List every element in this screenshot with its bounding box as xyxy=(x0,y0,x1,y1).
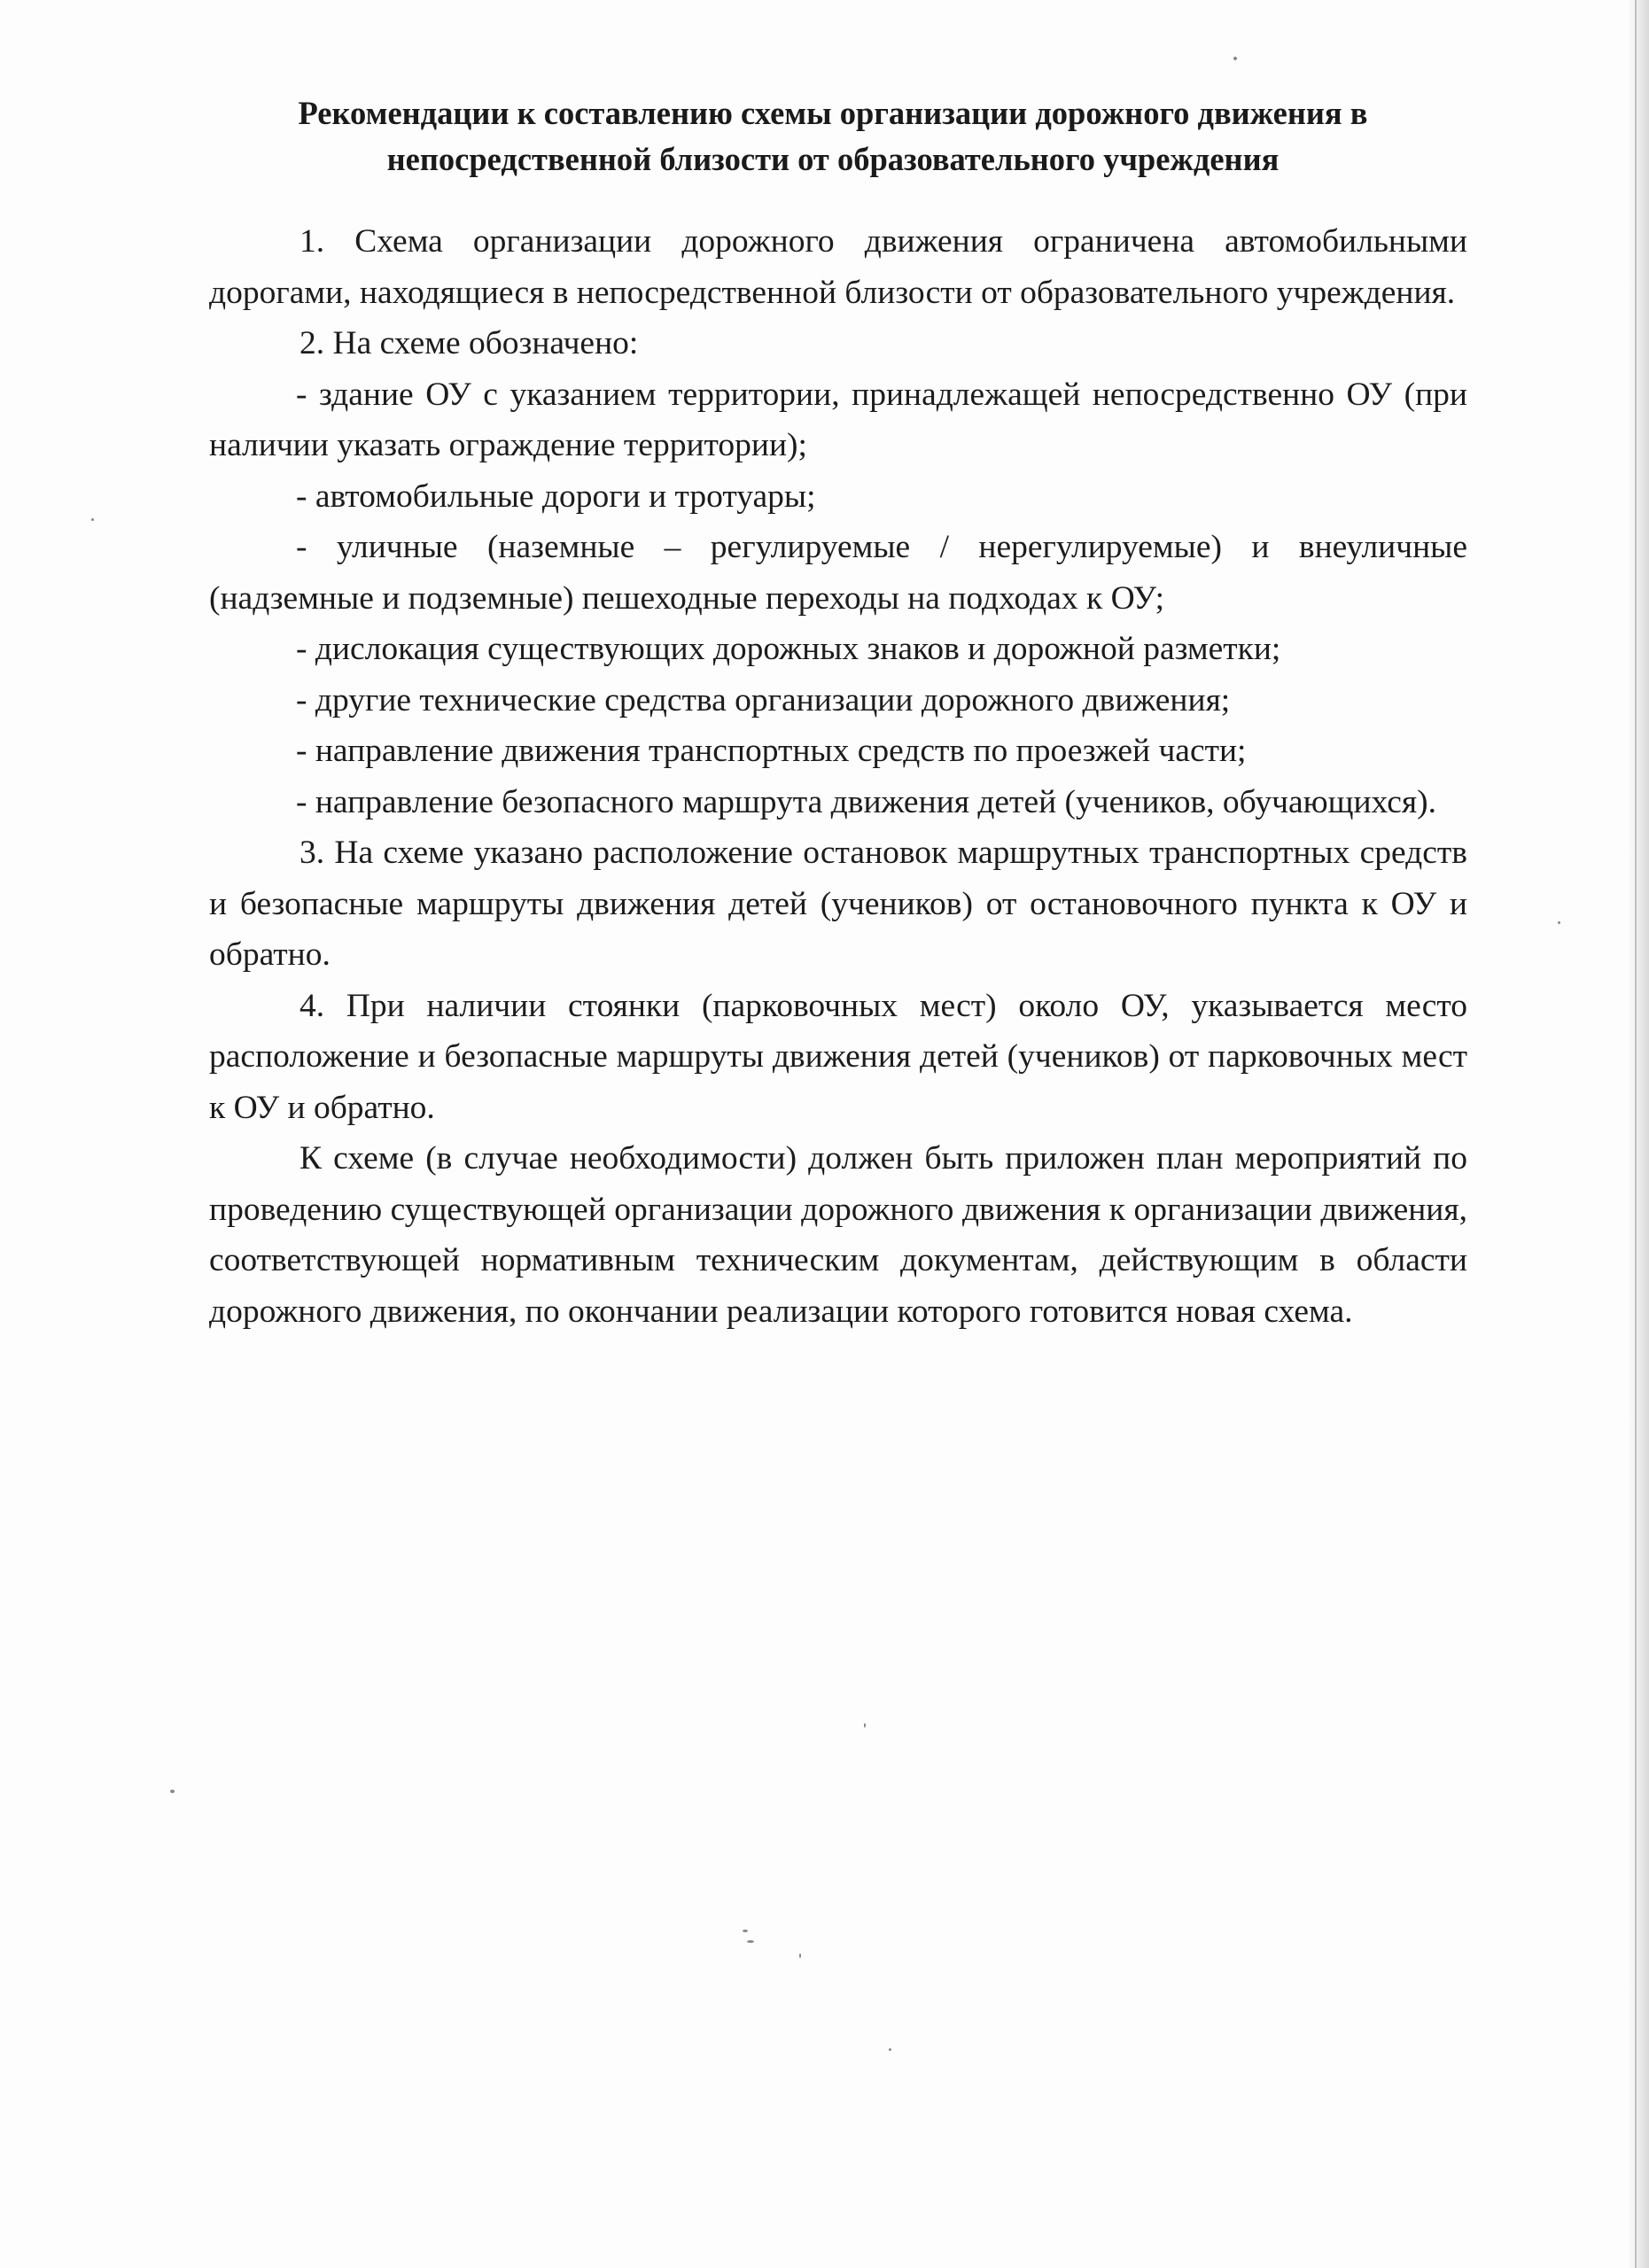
paragraph-item-3: 3. На схеме указано расположение остановок маршрутных транспортных средств и безопасные маршруты движения детей (учеников) от остановочного пункта к ОУ и обратно. xyxy=(209,835,1467,973)
scan-speck xyxy=(889,2048,891,2051)
paragraph-item-2: 2. На схеме обозначено: xyxy=(299,325,639,361)
scan-speck xyxy=(1558,921,1560,924)
scan-speck xyxy=(743,1930,748,1932)
title-line-2: непосредственной близости от образовательного учреждения xyxy=(386,141,1280,178)
document-title xyxy=(177,90,1489,183)
scan-speck xyxy=(747,1940,754,1943)
bullet-traffic-direction: - направление движения транспортных средств по проезжей части; xyxy=(296,733,1247,769)
title-line-1: Рекомендации к составлению схемы организации дорожного движения в xyxy=(298,95,1368,132)
paragraph-item-1: 1. Схема организации дорожного движения ограничена автомобильными дорогами, находящиеся в непосредственной близости от образовательного учреждения. xyxy=(209,223,1467,311)
scan-speck xyxy=(91,518,94,521)
bullet-safe-route: - направление безопасного маршрута движения детей (учеников, обучающихся). xyxy=(296,783,1436,820)
bullet-crossings: - уличные (наземные – регулируемые / нерегулируемые) и внеуличные (надземные и подземные) пешеходные переходы на подходах к ОУ; xyxy=(209,529,1467,617)
bullet-technical-means: - другие технические средства организации дорожного движения; xyxy=(296,681,1231,718)
bullet-roads: - автомобильные дороги и тротуары; xyxy=(296,478,816,515)
bullet-building: - здание ОУ с указанием территории, принадлежащей непосредственно ОУ (при наличии указать ограждение территории); xyxy=(209,376,1467,463)
scan-edge-shadow xyxy=(1626,0,1649,2268)
paragraph-appendix-note: К схеме (в случае необходимости) должен быть приложен план мероприятий по проведению существующей организации дорожного движения к организации движения, соответствующей нормативным техническим документам, действующим в области дорожного движения, по окончании реализации которого готовится новая схема. xyxy=(209,1140,1467,1330)
paragraph-item-4: 4. При наличии стоянки (парковочных мест) около ОУ, указывается место расположение и безопасные маршруты движения детей (учеников) от парковочных мест к ОУ и обратно. xyxy=(209,987,1467,1126)
scan-speck xyxy=(1233,57,1237,60)
bullet-signs: - дислокация существующих дорожных знаков и дорожной разметки; xyxy=(296,631,1281,667)
scan-speck xyxy=(170,1790,175,1793)
scan-speck xyxy=(864,1723,866,1728)
scan-edge-line xyxy=(1635,0,1637,2268)
scan-speck xyxy=(799,1953,801,1958)
document-body xyxy=(209,216,1467,1337)
